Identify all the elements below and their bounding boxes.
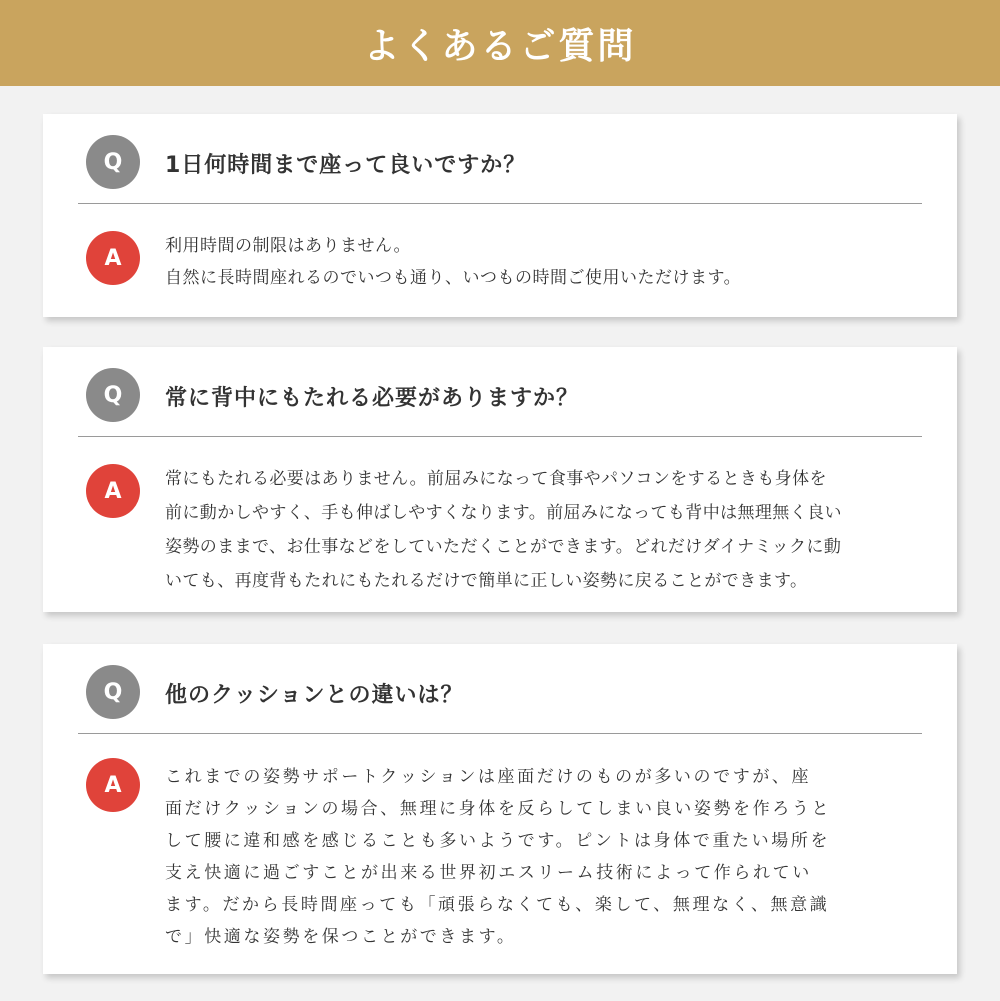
answer-text: これまでの姿勢サポートクッションは座面だけのものが多いのですが、座 面だけクッションの場合、無理に身体を反らしてしまい良い姿勢を作ろうと して腰に違和感を感じることも多いようです。ピントは身体で重たい場所を 支え快適に過ごすことが出来る世界初エスリーム技術によって作られてい ます。だから長時間座っても「頑張らなくても、楽して、無理なく、無意識 で」快適な姿勢を保つことができます。 [165,767,832,947]
answer-badge: A [86,231,140,285]
answer-text: 利用時間の制限はありません。 自然に長時間座れるのでいつも通り、いつもの時間ご使用いただけます。 [165,236,742,288]
page-header [0,0,1000,86]
answer-badge: A [86,758,140,812]
question-text: 常に背中にもたれる必要がありますか？ [165,386,580,411]
faq-card-3 [43,644,957,974]
answer-badge: A [86,464,140,518]
divider [78,733,922,734]
faq-card-2 [43,347,957,612]
divider [78,203,922,204]
question-text: 1日何時間まで座って良いですか？ [165,153,527,178]
question-text: 他のクッションとの違いは？ [165,683,464,708]
page-title: よくあるご質問 [363,25,637,67]
divider [78,436,922,437]
question-badge: Q [86,135,140,189]
faq-card-1 [43,114,957,317]
answer-text: 常にもたれる必要はありません。前屈みになって食事やパソコンをするときも身体を 前に動かしやすく、手も伸ばしやすくなります。前屈みになっても背中は無理無く良い 姿勢のままで、お仕事などをしていただくことができます。どれだけダイナミックに動 いても、再度背もたれにもたれるだけで簡単に正しい姿勢に戻ることができます。 [165,469,842,591]
question-badge: Q [86,368,140,422]
question-badge: Q [86,665,140,719]
